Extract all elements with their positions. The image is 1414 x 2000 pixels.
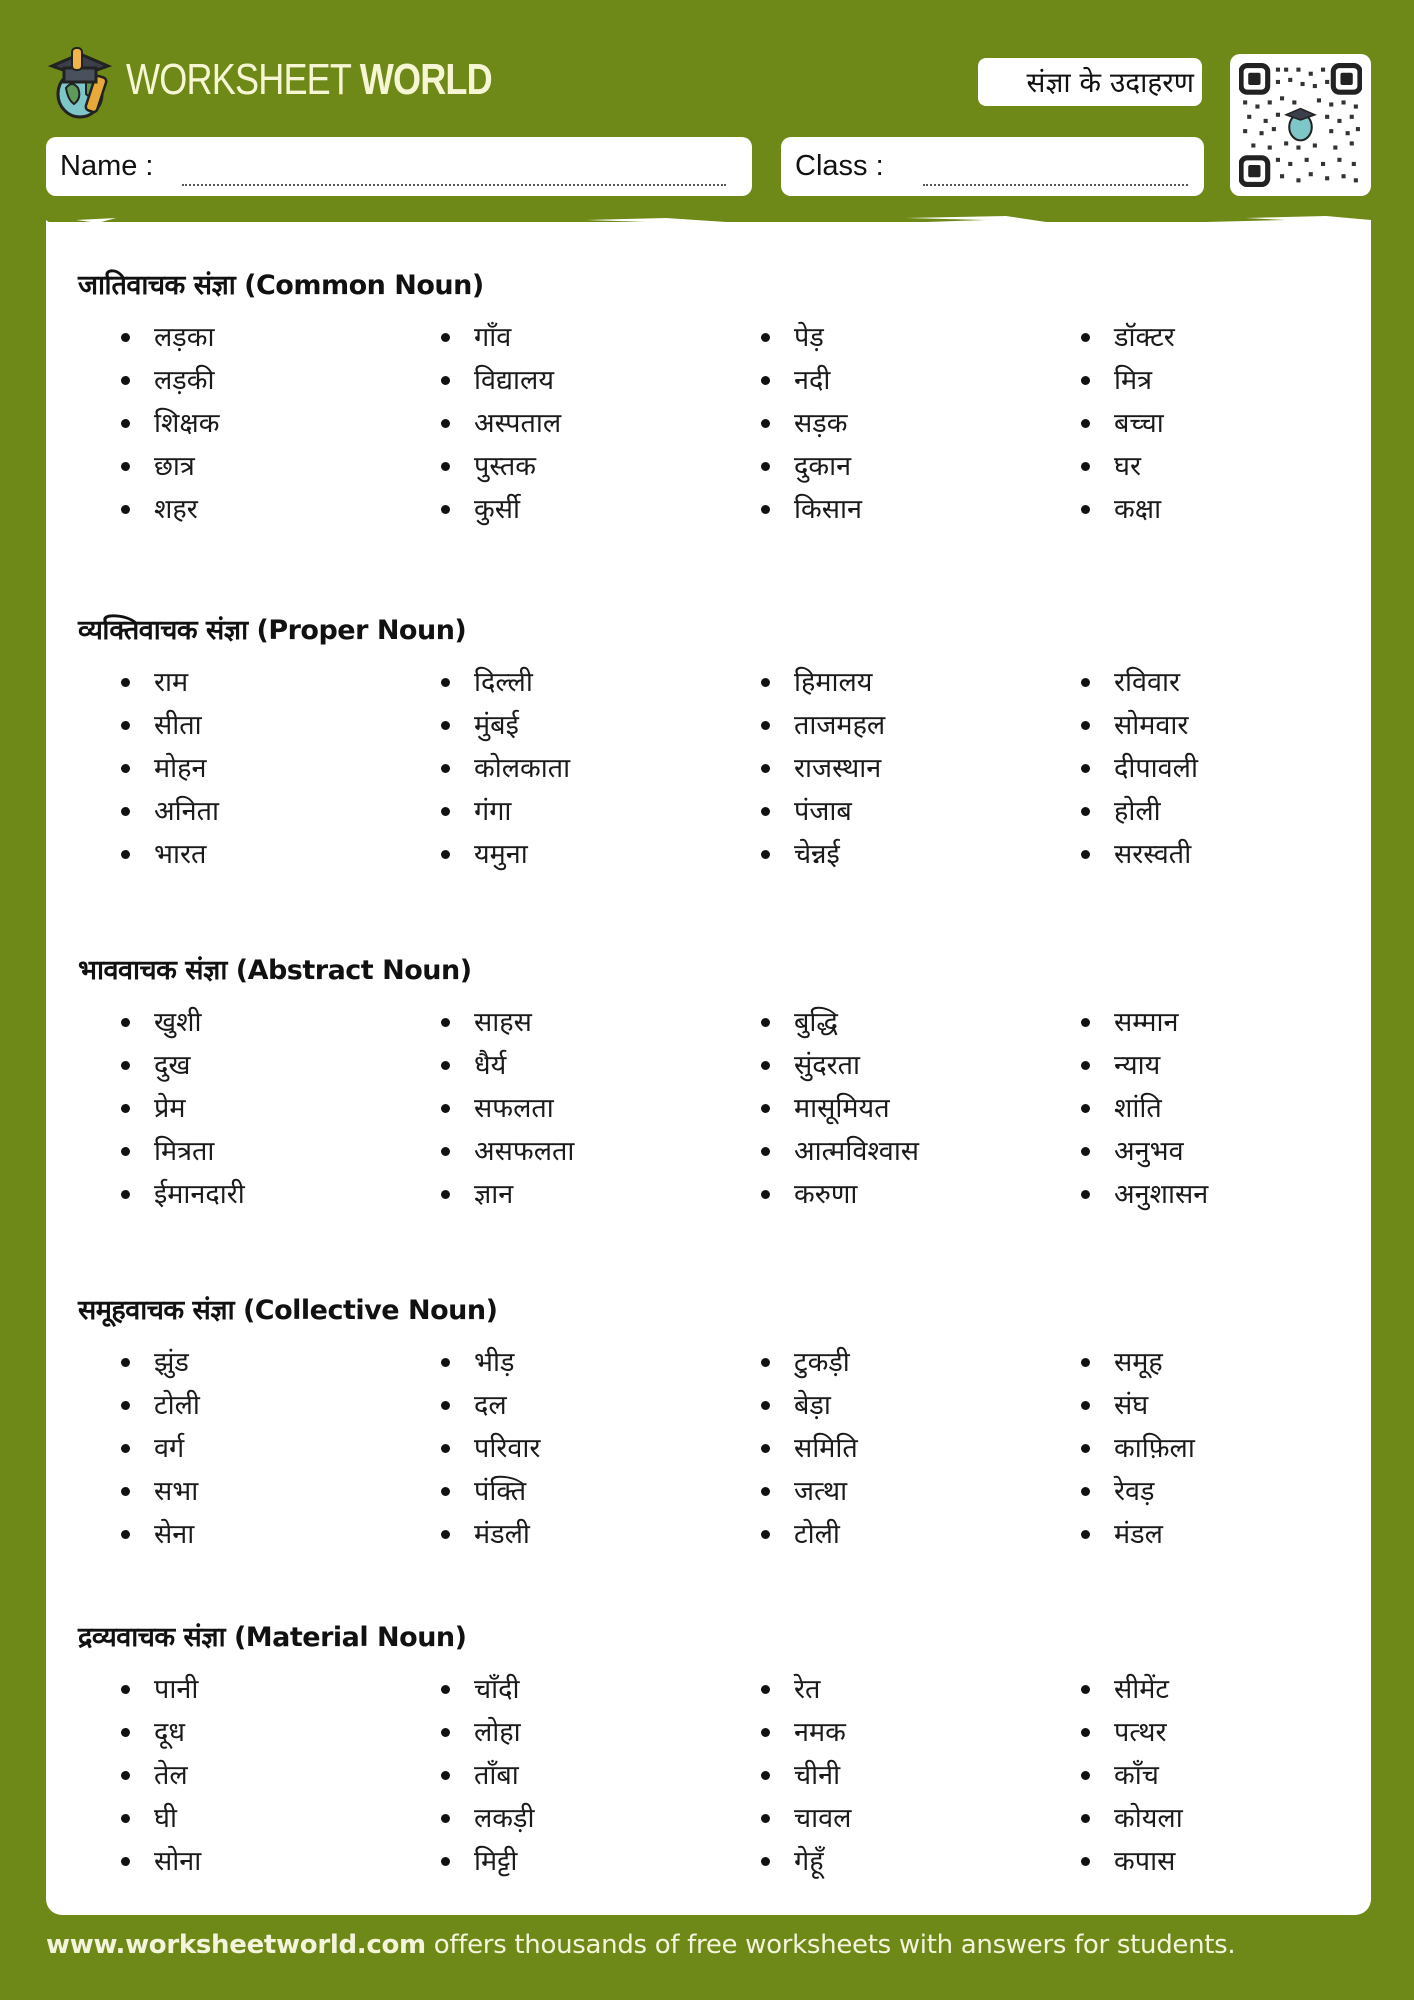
- bullet-icon: [441, 1814, 450, 1823]
- bullet-icon: [761, 333, 770, 342]
- bullet-icon: [1081, 376, 1090, 385]
- word-column: [1038, 1001, 1358, 1216]
- list-item: परिवार: [398, 1427, 718, 1470]
- section-title: समूहवाचक संज्ञा (Collective Noun): [78, 1295, 498, 1326]
- list-item: राजस्थान: [718, 747, 1038, 790]
- section-title: द्रव्यवाचक संज्ञा (Material Noun): [78, 1622, 467, 1653]
- list-item: शांति: [1038, 1087, 1358, 1130]
- list-item: कक्षा: [1038, 488, 1358, 531]
- bullet-icon: [441, 1190, 450, 1199]
- qr-code: [1230, 54, 1371, 196]
- list-item: विद्यालय: [398, 359, 718, 402]
- bullet-icon: [1081, 1061, 1090, 1070]
- bullet-icon: [1081, 850, 1090, 859]
- list-item: मिट्टी: [398, 1840, 718, 1883]
- list-item: सरस्वती: [1038, 833, 1358, 876]
- bullet-icon: [761, 1190, 770, 1199]
- bullet-icon: [1081, 505, 1090, 514]
- name-input-line[interactable]: [182, 184, 726, 186]
- list-item: समूह: [1038, 1341, 1358, 1384]
- list-item: टोली: [78, 1384, 398, 1427]
- word-column: [718, 661, 1038, 876]
- word-column: [718, 316, 1038, 531]
- bullet-icon: [441, 1685, 450, 1694]
- list-item: मित्र: [1038, 359, 1358, 402]
- class-label: Class :: [795, 150, 884, 182]
- bullet-icon: [441, 1530, 450, 1539]
- bullet-icon: [761, 1061, 770, 1070]
- brand-name: WORKSHEET WORLD: [126, 55, 492, 104]
- list-item: बच्चा: [1038, 402, 1358, 445]
- section-title: व्यक्तिवाचक संज्ञा (Proper Noun): [78, 615, 467, 646]
- list-item: सड़क: [718, 402, 1038, 445]
- worksheet-title: संज्ञा के उदाहरण: [978, 58, 1202, 106]
- bullet-icon: [1081, 1685, 1090, 1694]
- list-item: ताजमहल: [718, 704, 1038, 747]
- list-item: न्याय: [1038, 1044, 1358, 1087]
- bullet-icon: [1081, 1018, 1090, 1027]
- word-column: [398, 316, 718, 531]
- qr-code-icon: [1239, 63, 1362, 187]
- word-column: [398, 1341, 718, 1556]
- bullet-icon: [121, 1771, 130, 1780]
- globe-graduation-cap-icon: [46, 40, 118, 120]
- bullet-icon: [1081, 1444, 1090, 1453]
- bullet-icon: [441, 333, 450, 342]
- bullet-icon: [761, 678, 770, 687]
- bullet-icon: [441, 1728, 450, 1737]
- list-item: कपास: [1038, 1840, 1358, 1883]
- list-item: मासूमियत: [718, 1087, 1038, 1130]
- bullet-icon: [441, 1444, 450, 1453]
- word-column: [78, 1668, 398, 1883]
- list-item: घी: [78, 1797, 398, 1840]
- bullet-icon: [441, 1857, 450, 1866]
- bullet-icon: [1081, 1147, 1090, 1156]
- list-item: लड़का: [78, 316, 398, 359]
- list-item: पुस्तक: [398, 445, 718, 488]
- bullet-icon: [121, 1814, 130, 1823]
- section-title: भाववाचक संज्ञा (Abstract Noun): [78, 955, 472, 986]
- section-material-noun: [78, 1618, 1358, 1883]
- list-item: वर्ग: [78, 1427, 398, 1470]
- bullet-icon: [121, 1728, 130, 1737]
- footer-text: offers thousands of free worksheets with answers for students.: [425, 1930, 1236, 1960]
- list-item: ईमानदारी: [78, 1173, 398, 1216]
- bullet-icon: [761, 764, 770, 773]
- bullet-icon: [121, 333, 130, 342]
- list-item: मोहन: [78, 747, 398, 790]
- list-item: घर: [1038, 445, 1358, 488]
- bullet-icon: [1081, 1358, 1090, 1367]
- bullet-icon: [441, 419, 450, 428]
- word-column: [78, 1341, 398, 1556]
- list-item: चेन्नई: [718, 833, 1038, 876]
- bullet-icon: [441, 462, 450, 471]
- class-field[interactable]: [781, 137, 1204, 196]
- list-item: सीमेंट: [1038, 1668, 1358, 1711]
- list-item: करुणा: [718, 1173, 1038, 1216]
- list-item: पत्थर: [1038, 1711, 1358, 1754]
- list-item: सीता: [78, 704, 398, 747]
- word-column: [78, 316, 398, 531]
- bullet-icon: [1081, 419, 1090, 428]
- bullet-icon: [121, 1190, 130, 1199]
- word-column: [1038, 1668, 1358, 1883]
- list-item: ताँबा: [398, 1754, 718, 1797]
- bullet-icon: [121, 1147, 130, 1156]
- bullet-icon: [761, 1401, 770, 1410]
- bullet-icon: [441, 850, 450, 859]
- bullet-icon: [121, 1104, 130, 1113]
- bullet-icon: [441, 721, 450, 730]
- list-item: सोना: [78, 1840, 398, 1883]
- bullet-icon: [121, 376, 130, 385]
- bullet-icon: [761, 419, 770, 428]
- bullet-icon: [761, 807, 770, 816]
- list-item: हिमालय: [718, 661, 1038, 704]
- list-item: लकड़ी: [398, 1797, 718, 1840]
- section-collective-noun: [78, 1291, 1358, 1556]
- list-item: कोलकाता: [398, 747, 718, 790]
- bullet-icon: [121, 1530, 130, 1539]
- bullet-icon: [121, 1358, 130, 1367]
- bullet-icon: [761, 850, 770, 859]
- bullet-icon: [1081, 1771, 1090, 1780]
- bullet-icon: [1081, 807, 1090, 816]
- list-item: राम: [78, 661, 398, 704]
- list-item: दिल्ली: [398, 661, 718, 704]
- bullet-icon: [1081, 1104, 1090, 1113]
- word-column: [1038, 316, 1358, 531]
- word-column: [718, 1001, 1038, 1216]
- bullet-icon: [441, 678, 450, 687]
- bullet-icon: [121, 678, 130, 687]
- list-item: पंक्ति: [398, 1470, 718, 1513]
- bullet-icon: [761, 721, 770, 730]
- list-item: साहस: [398, 1001, 718, 1044]
- list-item: रेवड़: [1038, 1470, 1358, 1513]
- list-item: भारत: [78, 833, 398, 876]
- bullet-icon: [761, 1814, 770, 1823]
- list-item: डॉक्टर: [1038, 316, 1358, 359]
- bullet-icon: [1081, 721, 1090, 730]
- list-item: कुर्सी: [398, 488, 718, 531]
- list-item: गेहूँ: [718, 1840, 1038, 1883]
- bullet-icon: [441, 505, 450, 514]
- bullet-icon: [761, 1358, 770, 1367]
- bullet-icon: [761, 1530, 770, 1539]
- list-item: यमुना: [398, 833, 718, 876]
- bullet-icon: [121, 1857, 130, 1866]
- bullet-icon: [121, 850, 130, 859]
- list-item: पंजाब: [718, 790, 1038, 833]
- section-common-noun: [78, 266, 1358, 531]
- list-item: अस्पताल: [398, 402, 718, 445]
- list-item: तेल: [78, 1754, 398, 1797]
- list-item: मंडल: [1038, 1513, 1358, 1556]
- bullet-icon: [761, 505, 770, 514]
- bullet-icon: [761, 1771, 770, 1780]
- bullet-icon: [441, 1401, 450, 1410]
- name-label: Name :: [60, 150, 154, 182]
- list-item: दीपावली: [1038, 747, 1358, 790]
- bullet-icon: [1081, 1487, 1090, 1496]
- list-item: अनुभव: [1038, 1130, 1358, 1173]
- bullet-icon: [441, 1104, 450, 1113]
- list-item: दल: [398, 1384, 718, 1427]
- list-item: सभा: [78, 1470, 398, 1513]
- section-title: जातिवाचक संज्ञा (Common Noun): [78, 270, 484, 301]
- bullet-icon: [761, 1685, 770, 1694]
- list-item: नदी: [718, 359, 1038, 402]
- list-item: संघ: [1038, 1384, 1358, 1427]
- list-item: गाँव: [398, 316, 718, 359]
- word-column: [718, 1668, 1038, 1883]
- list-item: जत्था: [718, 1470, 1038, 1513]
- list-item: सुंदरता: [718, 1044, 1038, 1087]
- section-abstract-noun: [78, 951, 1358, 1216]
- list-item: ज्ञान: [398, 1173, 718, 1216]
- bullet-icon: [121, 1685, 130, 1694]
- bullet-icon: [121, 1444, 130, 1453]
- list-item: भीड़: [398, 1341, 718, 1384]
- bullet-icon: [441, 1061, 450, 1070]
- list-item: छात्र: [78, 445, 398, 488]
- bullet-icon: [121, 807, 130, 816]
- list-item: बेड़ा: [718, 1384, 1038, 1427]
- bullet-icon: [761, 376, 770, 385]
- bullet-icon: [1081, 1857, 1090, 1866]
- list-item: सफलता: [398, 1087, 718, 1130]
- list-item: असफलता: [398, 1130, 718, 1173]
- bullet-icon: [441, 764, 450, 773]
- bullet-icon: [1081, 1814, 1090, 1823]
- list-item: चीनी: [718, 1754, 1038, 1797]
- word-column: [398, 1668, 718, 1883]
- list-item: काँच: [1038, 1754, 1358, 1797]
- bullet-icon: [761, 1444, 770, 1453]
- word-column: [78, 661, 398, 876]
- list-item: प्रेम: [78, 1087, 398, 1130]
- bullet-icon: [121, 1401, 130, 1410]
- bullet-icon: [121, 1487, 130, 1496]
- list-item: शहर: [78, 488, 398, 531]
- footer-note: [46, 1930, 1386, 1960]
- bullet-icon: [121, 505, 130, 514]
- list-item: सेना: [78, 1513, 398, 1556]
- header: [0, 0, 1414, 230]
- list-item: लड़की: [78, 359, 398, 402]
- list-item: आत्मविश्वास: [718, 1130, 1038, 1173]
- bullet-icon: [761, 1104, 770, 1113]
- bullet-icon: [1081, 1401, 1090, 1410]
- bullet-icon: [441, 376, 450, 385]
- list-item: किसान: [718, 488, 1038, 531]
- list-item: पेड़: [718, 316, 1038, 359]
- bullet-icon: [1081, 1530, 1090, 1539]
- list-item: होली: [1038, 790, 1358, 833]
- bullet-icon: [1081, 462, 1090, 471]
- bullet-icon: [761, 1728, 770, 1737]
- list-item: टुकड़ी: [718, 1341, 1038, 1384]
- bullet-icon: [121, 419, 130, 428]
- list-item: पानी: [78, 1668, 398, 1711]
- bullet-icon: [121, 462, 130, 471]
- bullet-icon: [761, 462, 770, 471]
- list-item: शिक्षक: [78, 402, 398, 445]
- list-item: समिति: [718, 1427, 1038, 1470]
- bullet-icon: [441, 807, 450, 816]
- list-item: मित्रता: [78, 1130, 398, 1173]
- list-item: नमक: [718, 1711, 1038, 1754]
- word-column: [398, 661, 718, 876]
- bullet-icon: [121, 1018, 130, 1027]
- footer-site-link[interactable]: www.worksheetworld.com: [46, 1930, 426, 1960]
- bullet-icon: [121, 1061, 130, 1070]
- word-column: [78, 1001, 398, 1216]
- list-item: दुकान: [718, 445, 1038, 488]
- brand-logo: [46, 40, 572, 120]
- list-item: मुंबई: [398, 704, 718, 747]
- list-item: चाँदी: [398, 1668, 718, 1711]
- list-item: चावल: [718, 1797, 1038, 1840]
- bullet-icon: [761, 1018, 770, 1027]
- bullet-icon: [761, 1487, 770, 1496]
- list-item: रविवार: [1038, 661, 1358, 704]
- name-field[interactable]: [46, 137, 752, 196]
- list-item: दुख: [78, 1044, 398, 1087]
- bullet-icon: [1081, 1190, 1090, 1199]
- list-item: धैर्य: [398, 1044, 718, 1087]
- bullet-icon: [121, 721, 130, 730]
- list-item: सम्मान: [1038, 1001, 1358, 1044]
- bullet-icon: [761, 1147, 770, 1156]
- list-item: कोयला: [1038, 1797, 1358, 1840]
- word-column: [1038, 661, 1358, 876]
- list-item: लोहा: [398, 1711, 718, 1754]
- list-item: दूध: [78, 1711, 398, 1754]
- list-item: अनिता: [78, 790, 398, 833]
- bullet-icon: [441, 1771, 450, 1780]
- bullet-icon: [441, 1018, 450, 1027]
- section-proper-noun: [78, 611, 1358, 876]
- bullet-icon: [441, 1147, 450, 1156]
- list-item: बुद्धि: [718, 1001, 1038, 1044]
- list-item: टोली: [718, 1513, 1038, 1556]
- class-input-line[interactable]: [923, 184, 1188, 186]
- list-item: सोमवार: [1038, 704, 1358, 747]
- bullet-icon: [441, 1487, 450, 1496]
- list-item: मंडली: [398, 1513, 718, 1556]
- bullet-icon: [761, 1857, 770, 1866]
- bullet-icon: [121, 764, 130, 773]
- word-column: [398, 1001, 718, 1216]
- bullet-icon: [1081, 764, 1090, 773]
- list-item: गंगा: [398, 790, 718, 833]
- list-item: अनुशासन: [1038, 1173, 1358, 1216]
- word-column: [718, 1341, 1038, 1556]
- bullet-icon: [441, 1358, 450, 1367]
- bullet-icon: [1081, 1728, 1090, 1737]
- list-item: झुंड: [78, 1341, 398, 1384]
- bullet-icon: [1081, 333, 1090, 342]
- word-column: [1038, 1341, 1358, 1556]
- list-item: खुशी: [78, 1001, 398, 1044]
- list-item: रेत: [718, 1668, 1038, 1711]
- list-item: काफ़िला: [1038, 1427, 1358, 1470]
- bullet-icon: [1081, 678, 1090, 687]
